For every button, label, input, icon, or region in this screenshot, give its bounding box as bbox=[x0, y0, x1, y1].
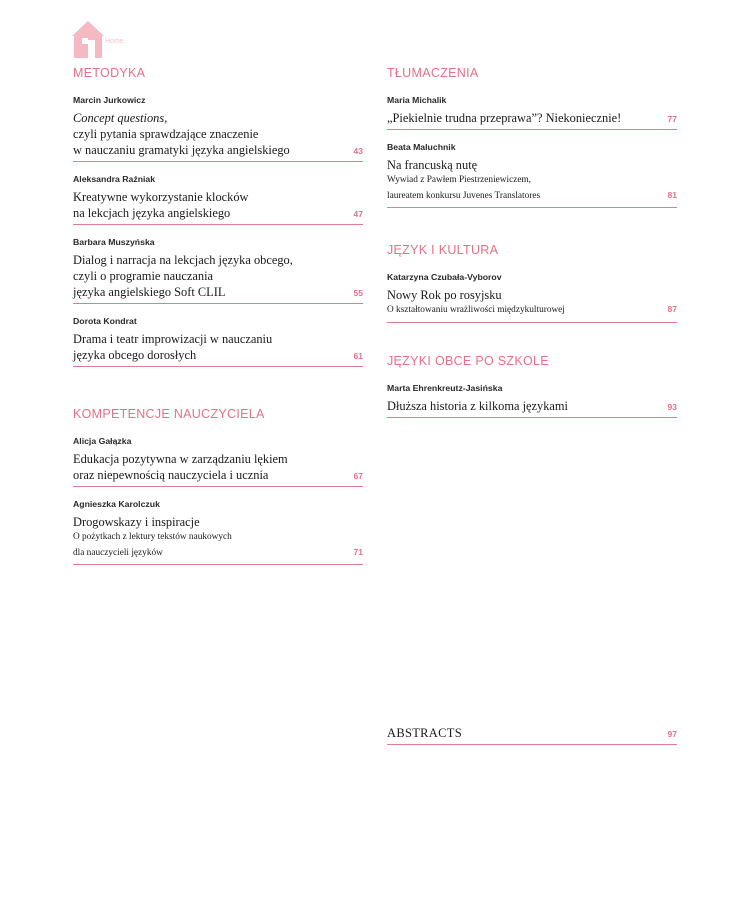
toc-entry-razniak[interactable] bbox=[73, 174, 363, 225]
entry-author: Alicja Gałązka bbox=[73, 436, 132, 446]
toc-entry-czubala-vyborov[interactable] bbox=[387, 272, 677, 323]
entry-subtitle-line: dla nauczycieli języków bbox=[73, 547, 163, 558]
toc-entry-jurkowicz[interactable] bbox=[73, 95, 363, 162]
entry-page-number: 71 bbox=[353, 546, 363, 557]
toc-entry-abstracts[interactable] bbox=[387, 726, 677, 745]
entry-title-line: Edukacja pozytywna w zarządzaniu lękiem bbox=[73, 452, 288, 466]
toc-entry-karolczuk[interactable] bbox=[73, 499, 363, 565]
entry-subtitle-line: laureatem konkursu Juvenes Translatores bbox=[387, 190, 541, 201]
section-metodyka bbox=[73, 66, 363, 379]
entry-page-number: 81 bbox=[667, 189, 677, 200]
section-kompetencje bbox=[73, 407, 363, 577]
entry-author: Marta Ehrenkreutz-Jasińska bbox=[387, 383, 503, 393]
section-po-szkole bbox=[387, 354, 677, 430]
section-tlumaczenia bbox=[387, 66, 677, 220]
house-icon bbox=[72, 20, 104, 58]
section-title: JĘZYK I KULTURA bbox=[387, 243, 499, 257]
entry-title-line: czyli o programie nauczania bbox=[73, 269, 214, 283]
toc-entry-kondrat[interactable] bbox=[73, 316, 363, 367]
home-link[interactable] bbox=[72, 20, 132, 60]
home-label: Home bbox=[105, 38, 124, 45]
entry-page-number: 47 bbox=[353, 209, 363, 219]
entry-page-number: 67 bbox=[353, 471, 363, 481]
entry-page-number: 77 bbox=[667, 114, 677, 124]
entry-title-line: w nauczaniu gramatyki języka angielskiego bbox=[73, 143, 290, 157]
entry-title-line: Kreatywne wykorzystanie klocków bbox=[73, 190, 249, 204]
entry-title-line: Dialog i narracja na lekcjach języka obcego, bbox=[73, 253, 293, 267]
section-abstracts bbox=[387, 726, 677, 757]
entry-page-number: 87 bbox=[667, 304, 677, 314]
abstracts-title: ABSTRACTS bbox=[387, 726, 462, 740]
entry-title-line: „Piekielnie trudna przeprawa”? Niekoniecznie! bbox=[387, 111, 622, 125]
section-title: METODYKA bbox=[73, 66, 146, 80]
section-title: KOMPETENCJE NAUCZYCIELA bbox=[73, 407, 265, 421]
entry-page-number: 93 bbox=[667, 402, 677, 412]
entry-subtitle-line: O pożytkach z lektury tekstów naukowych bbox=[73, 532, 232, 542]
entry-author: Agnieszka Karolczuk bbox=[73, 499, 160, 509]
entry-subtitle-line: O kształtowaniu wrażliwości międzykulturowej bbox=[387, 305, 565, 315]
entry-title-italic: Concept questions, bbox=[73, 111, 168, 125]
entry-page-number: 55 bbox=[353, 288, 363, 298]
entry-page-number: 61 bbox=[353, 351, 363, 361]
entry-author: Beata Maluchnik bbox=[387, 142, 456, 152]
entry-title-line: Drogowskazy i inspiracje bbox=[73, 515, 200, 529]
toc-entry-ehrenkreutz-jasinska[interactable] bbox=[387, 383, 677, 418]
entry-title-line: języka obcego dorosłych bbox=[73, 348, 197, 362]
section-title: TŁUMACZENIA bbox=[387, 66, 479, 80]
toc-entry-galazka[interactable] bbox=[73, 436, 363, 487]
entry-title-line: Na francuską nutę bbox=[387, 158, 478, 172]
toc-entry-maluchnik[interactable] bbox=[387, 142, 677, 208]
entry-subtitle-line: Wywiad z Pawłem Piestrzeniewiczem, bbox=[387, 175, 532, 185]
toc-entry-muszynska[interactable] bbox=[73, 237, 363, 304]
entry-title-line: Nowy Rok po rosyjsku bbox=[387, 288, 502, 302]
entry-author: Katarzyna Czubała-Vyborov bbox=[387, 272, 502, 282]
entry-title-line: oraz niepewnością nauczyciela i ucznia bbox=[73, 468, 269, 482]
entry-author: Barbara Muszyńska bbox=[73, 237, 155, 247]
entry-author: Maria Michalik bbox=[387, 95, 447, 105]
entry-title-line: Dłuższa historia z kilkoma językami bbox=[387, 399, 568, 413]
entry-author: Dorota Kondrat bbox=[73, 316, 137, 326]
entry-page-number: 97 bbox=[667, 729, 677, 739]
entry-page-number: 43 bbox=[353, 146, 363, 156]
entry-author: Aleksandra Raźniak bbox=[73, 174, 156, 184]
entry-title-line: Drama i teatr improwizacji w nauczaniu bbox=[73, 332, 273, 346]
entry-author: Marcin Jurkowicz bbox=[73, 95, 146, 105]
entry-title-line: na lekcjach języka angielskiego bbox=[73, 206, 231, 220]
section-title: JĘZYKI OBCE PO SZKOLE bbox=[387, 354, 549, 368]
entry-title-line: języka angielskiego Soft CLIL bbox=[73, 285, 226, 299]
section-kultura bbox=[387, 243, 677, 335]
toc-entry-michalik[interactable] bbox=[387, 95, 677, 130]
entry-title-line: czyli pytania sprawdzające znaczenie bbox=[73, 127, 259, 141]
